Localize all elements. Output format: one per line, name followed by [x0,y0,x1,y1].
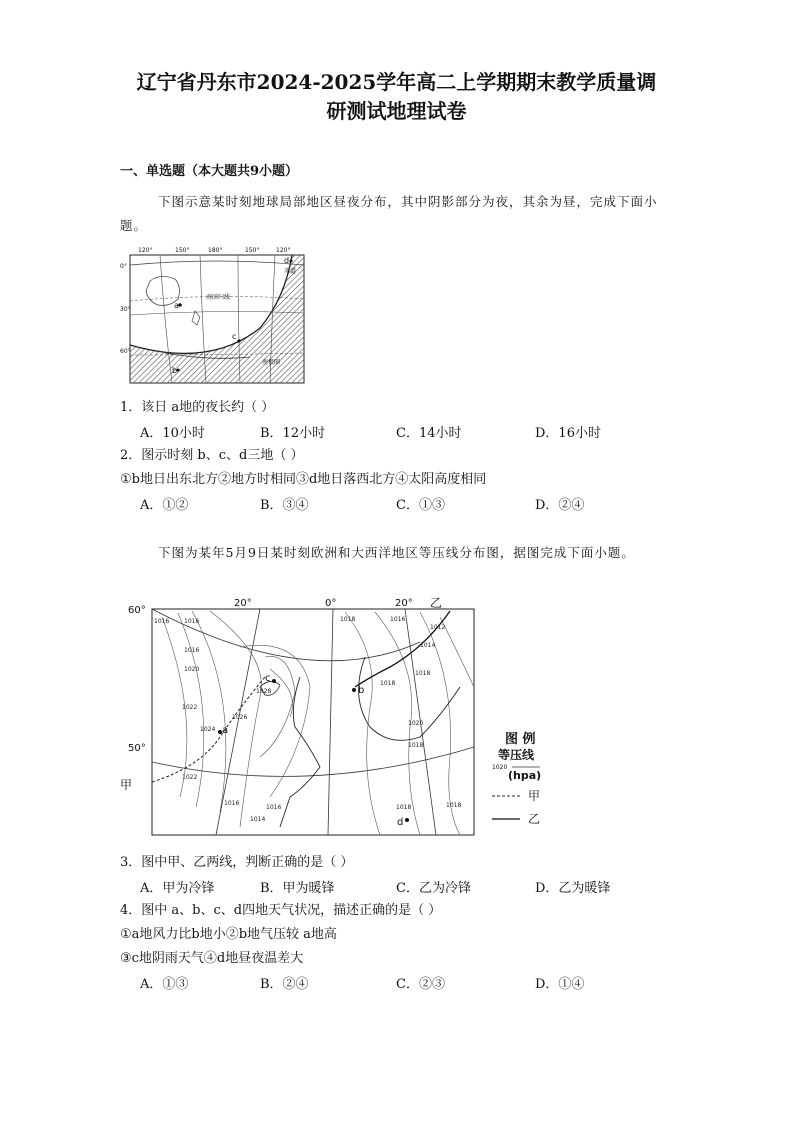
tropic-label: 南回归线 [206,294,231,301]
isobar-value: 1020 [408,720,424,727]
isobar-value: 1016 [390,616,406,623]
point-b-dot [352,688,356,692]
lon-label: 20° [395,598,413,609]
point-d-dot [290,260,293,263]
lat-label: 60° [128,605,146,616]
isobar-value: 1018 [396,804,412,811]
lon-label: 150° [245,247,260,254]
option-b[interactable]: B．甲为暖锋 [260,881,335,896]
option-b[interactable]: B．③④ [260,498,309,513]
option-c[interactable]: C．②③ [396,977,445,992]
isobar-value: 1020 [184,666,200,673]
lon-label: 120° [138,247,153,254]
option-d[interactable]: D．②④ [535,498,585,513]
question-4-statements-1: ①a地风力比b地小②b地气压较 a地高 [120,927,337,942]
option-a[interactable]: A．10小时 [140,426,205,441]
option-a[interactable]: A．甲为冷锋 [140,881,215,896]
question-2-statements: ①b地日出东北方②地方时相同③d地日落西北方④太阳高度相同 [120,472,487,487]
point-a-label: a [222,725,229,736]
lon-label: 120° [276,247,291,254]
isobar-value: 1014 [250,816,266,823]
question-3-options [140,877,640,897]
point-b-label: b [358,685,365,696]
lat-label: 30° [120,306,131,313]
isobar-value: 1018 [446,802,462,809]
legend-jia: 甲 [528,789,541,803]
point-c-label: c [232,332,237,341]
isobar-value: 1016 [184,647,200,654]
lon-label: 150° [175,247,190,254]
point-d-dot [405,818,409,822]
lat-label: 60° [120,348,131,355]
isobar-value: 1016 [224,800,240,807]
point-d-label: d [397,817,404,828]
legend-title: 图 例 [505,732,536,747]
isobar-figure [120,597,560,843]
isobar-value: 1016 [266,804,282,811]
isobar-value: 1016 [184,618,200,625]
option-c[interactable]: C．14小时 [396,426,462,441]
option-a[interactable]: A．①② [140,498,189,513]
lat-label: 50° [128,743,146,754]
question-4-statements-2: ③c地阴雨天气④d地昼夜温差大 [120,951,304,966]
legend-yi: 乙 [528,812,541,826]
section-heading: 一、单选题（本大题共9小题） [120,164,299,179]
question-2-options [140,494,640,514]
isobar-value: 1026 [232,714,248,721]
point-c-label: c [265,673,271,684]
day-night-figure [120,243,310,392]
option-b[interactable]: B．②④ [260,977,309,992]
legend-unit: (hpa) [508,769,542,782]
option-a[interactable]: A．①③ [140,977,189,992]
option-b[interactable]: B．12小时 [260,426,326,441]
group1-intro: 下图示意某时刻地球局部地区昼夜分布，其中阴影部分为夜，其余为昼，完成下面小题。 [120,194,658,233]
legend [492,731,541,826]
question-4-stem: 4．图中 a、b、c、d四地天气状况，描述正确的是（ ） [120,903,442,918]
question-3-stem: 3．图中甲、乙两线，判断正确的是（ ） [120,855,354,870]
point-c-dot [237,339,240,342]
page-title-line2: 研测试地理试卷 [326,99,467,123]
isobar-value: 1012 [430,624,446,631]
page-title-line1: 辽宁省丹东市2024-2025学年高二上学期期末教学质量调 [136,70,657,94]
question-2-stem: 2．图示时刻 b、c、d三地（ ） [120,448,304,463]
equator-label: 赤道 [284,268,297,275]
isobar-map [120,597,560,839]
isobar-value: 1018 [415,670,431,677]
lon-label: 20° [234,598,252,609]
lon-label: 180° [208,247,223,254]
lon-label: 0° [325,598,337,609]
group2-intro: 下图为某年5月9日某时刻欧洲和大西洋地区等压线分布图，据图完成下面小题。 [158,545,635,560]
legend-isobar-value: 1020 [492,764,508,771]
antarctic-label: 南极圈 [262,359,281,366]
option-d[interactable]: D．16小时 [535,426,601,441]
question-4-options [140,973,640,993]
isobar-value: 1028 [256,688,272,695]
question-1-stem: 1．该日 a地的夜长约（ ） [120,400,275,415]
point-b-label: b [172,366,178,375]
lat-label: 0° [120,263,127,270]
option-c[interactable]: C．乙为冷锋 [396,881,471,896]
isobar-value: 1018 [340,616,356,623]
isobar-value: 1018 [408,742,424,749]
isobar-value: 1014 [420,642,436,649]
isobar-value: 1016 [154,618,170,625]
option-c[interactable]: C．①③ [396,498,445,513]
isobar-value: 1022 [182,774,198,781]
point-d-label: d [284,256,290,265]
front-yi-label: 乙 [430,597,443,610]
isobar-value: 1018 [380,680,396,687]
option-d[interactable]: D．①④ [535,977,585,992]
question-1-options [140,422,640,442]
option-d[interactable]: D．乙为暖锋 [535,881,611,896]
isobar-value: 1022 [182,704,198,711]
front-jia-label: 甲 [120,778,133,792]
point-c-dot [272,679,276,683]
day-night-map [120,243,310,388]
legend-isobar-label: 等压线 [498,748,535,762]
point-a-label: a [174,301,179,310]
isobar-value: 1024 [200,726,216,733]
